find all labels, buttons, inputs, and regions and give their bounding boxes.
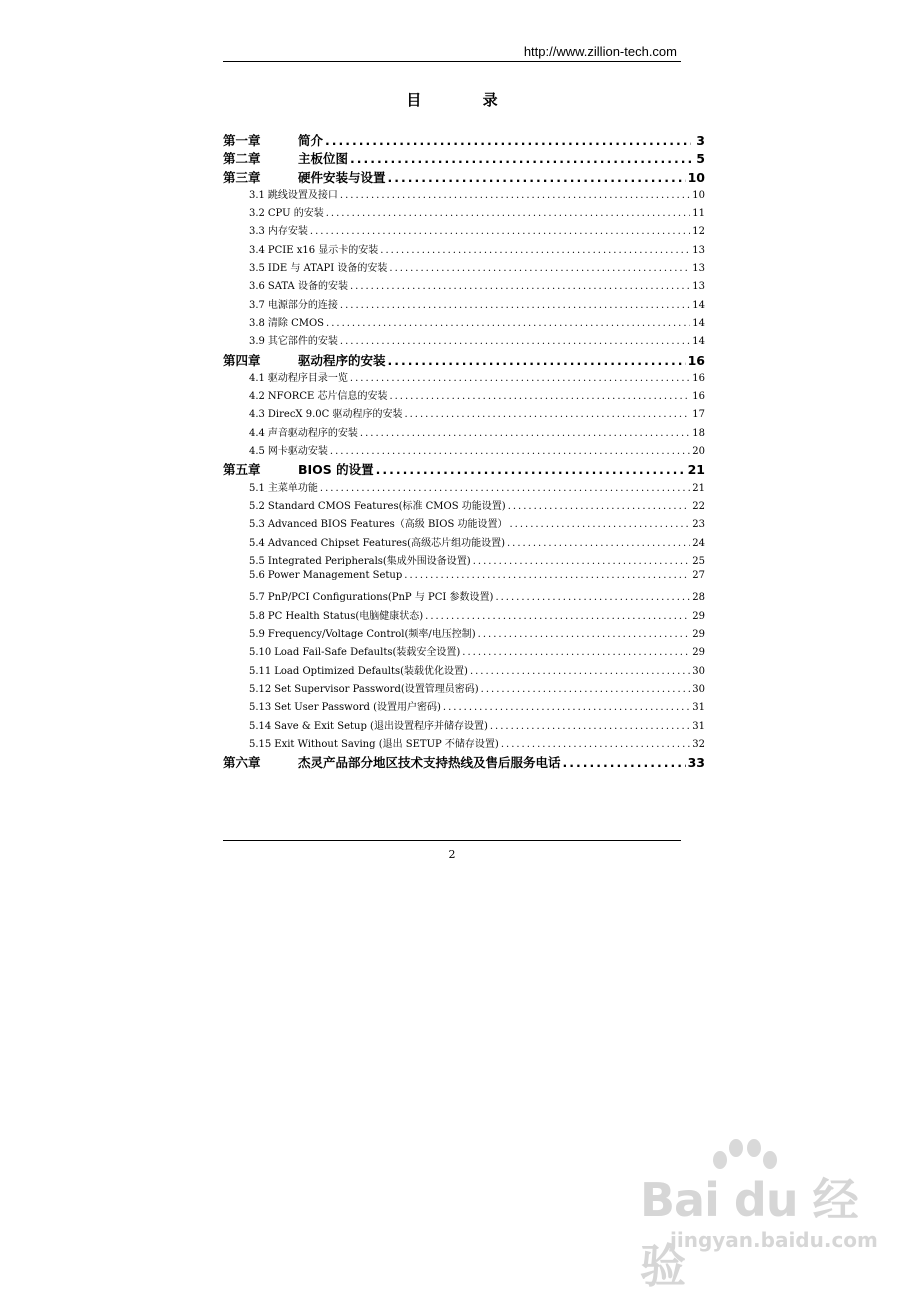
toc-section-row: [223, 259, 705, 277]
chapter-number: 第四章: [223, 352, 261, 368]
dot-leader: [478, 629, 691, 640]
chapter-number: 第二章: [223, 151, 261, 167]
section-page: 22: [692, 500, 705, 512]
dot-leader: [404, 409, 690, 420]
toc-section-row: [223, 717, 705, 735]
section-number: 4.1: [249, 372, 265, 384]
section-number: 5.15: [249, 738, 272, 750]
toc-section-row: [223, 607, 705, 625]
section-number: 3.1: [249, 189, 265, 201]
toc-section-row: [223, 497, 705, 515]
toc-chapter-row: [223, 149, 705, 167]
toc-section-row: [223, 479, 705, 497]
chapter-page: 16: [687, 352, 705, 368]
section-page: 12: [692, 226, 705, 238]
dot-leader: [326, 318, 690, 329]
dot-leader: [490, 721, 690, 732]
dot-leader: [495, 592, 690, 603]
section-number: 5.2: [249, 500, 265, 512]
header-rule: [223, 61, 681, 62]
section-title: DirecX 9.0C 驱动程序的安装: [267, 409, 403, 421]
dot-leader: [350, 281, 690, 292]
section-page: 21: [692, 482, 705, 494]
dot-leader: [376, 462, 686, 477]
section-page: 16: [692, 372, 705, 384]
chapter-number: 第三章: [223, 169, 261, 185]
toc-section-row: [223, 405, 705, 423]
chapter-title: 驱动程序的安装: [298, 352, 386, 368]
section-number: 5.5: [249, 555, 265, 567]
page-number: 2: [448, 848, 456, 861]
toc-section-row: [223, 332, 705, 350]
toc-section-row: [223, 698, 705, 716]
section-number: 3.9: [249, 336, 265, 348]
section-number: 5.10: [249, 647, 272, 659]
header-url: http://www.zillion-tech.com: [523, 44, 677, 59]
section-page: 18: [692, 427, 705, 439]
section-number: 5.3: [249, 519, 265, 531]
dot-leader: [320, 483, 690, 494]
toc-section-row: [223, 369, 705, 387]
toc-section-row: [223, 662, 705, 680]
toc-section-row: [223, 515, 705, 533]
section-title: 主菜单功能: [267, 482, 318, 494]
dot-leader: [509, 519, 690, 530]
section-page: 23: [692, 519, 705, 531]
chapter-page: 5: [696, 151, 705, 167]
section-page: 10: [692, 189, 705, 201]
chapter-page: 21: [687, 462, 705, 478]
section-title: Advanced BIOS Features（高级 BIOS 功能设置）: [267, 519, 508, 531]
section-number: 5.7: [249, 592, 265, 604]
dot-leader: [481, 684, 691, 695]
section-number: 5.8: [249, 610, 265, 622]
section-title: 电源部分的连接: [267, 299, 338, 311]
section-number: 4.5: [249, 446, 265, 458]
section-number: 4.3: [249, 409, 265, 421]
watermark-site: jingyan.baidu.com: [670, 1228, 878, 1252]
section-title: 内存安装: [267, 226, 308, 238]
section-title: 网卡驱动安装: [267, 446, 328, 458]
section-number: 3.6: [249, 281, 265, 293]
dot-leader: [340, 300, 690, 311]
section-number: 5.9: [249, 629, 265, 641]
section-page: 14: [692, 336, 705, 348]
toc-section-row: [223, 442, 705, 460]
toc-section-row: [223, 552, 705, 570]
section-title: Power Management Setup: [267, 570, 403, 582]
chapter-page: 10: [687, 169, 705, 185]
dot-leader: [501, 739, 690, 750]
section-page: 20: [692, 446, 705, 458]
section-page: 25: [692, 555, 705, 567]
section-number: 3.3: [249, 226, 265, 238]
section-title: Save & Exit Setup (退出设置程序并储存设置): [274, 720, 488, 732]
section-number: 3.4: [249, 244, 265, 256]
section-title: PC Health Status(电脑健康状态): [267, 610, 424, 622]
toc-chapter-row: [223, 753, 705, 771]
section-page: 16: [692, 391, 705, 403]
toc-section-row: [223, 570, 705, 588]
section-page: 17: [692, 409, 705, 421]
chapter-title: BIOS 的设置: [298, 462, 374, 478]
dot-leader: [470, 666, 690, 677]
dot-leader: [462, 647, 690, 658]
dot-leader: [388, 170, 686, 185]
toc-section-row: [223, 387, 705, 405]
dot-leader: [326, 208, 691, 219]
section-title: Set User Password (设置用户密码): [274, 702, 441, 714]
section-page: 31: [692, 702, 705, 714]
section-title: 跳线设置及接口: [267, 189, 338, 201]
toc-section-row: [223, 241, 705, 259]
section-title: 清除 CMOS: [267, 317, 325, 329]
toc-chapter-row: [223, 460, 705, 478]
dot-leader: [508, 501, 691, 512]
dot-leader: [388, 353, 686, 368]
chapter-number: 第六章: [223, 755, 261, 771]
toc-section-row: [223, 625, 705, 643]
dot-leader: [330, 446, 690, 457]
section-title: Load Fail-Safe Defaults(装载安全设置): [274, 647, 461, 659]
dot-leader: [389, 263, 690, 274]
chapter-title: 杰灵产品部分地区技术支持热线及售后服务电话: [298, 755, 561, 771]
section-title: NFORCE 芯片信息的安装: [267, 391, 388, 403]
toc-section-row: [223, 314, 705, 332]
section-page: 14: [692, 317, 705, 329]
dot-leader: [563, 755, 686, 770]
dot-leader: [360, 428, 690, 439]
dot-leader: [325, 133, 691, 148]
toc-section-row: [223, 643, 705, 661]
chapter-page: 33: [687, 755, 705, 771]
section-title: PCIE x16 显示卡的安装: [267, 244, 379, 256]
dot-leader: [404, 570, 690, 581]
baidu-jingyan-watermark: [640, 1138, 878, 1293]
page-title: 目 录: [406, 91, 526, 109]
section-title: Frequency/Voltage Control(频率/电压控制): [267, 629, 476, 641]
section-page: 24: [692, 537, 705, 549]
section-number: 3.8: [249, 317, 265, 329]
section-title: Exit Without Saving (退出 SETUP 不储存设置): [274, 738, 499, 750]
chapter-title: 主板位图: [298, 151, 349, 167]
dot-leader: [340, 190, 690, 201]
section-page: 29: [692, 629, 705, 641]
section-page: 27: [692, 570, 705, 582]
section-title: CPU 的安装: [267, 208, 324, 220]
toc-chapter-row: [223, 168, 705, 186]
section-number: 5.6: [249, 570, 265, 582]
section-title: SATA 设备的安装: [267, 281, 348, 293]
dot-leader: [473, 556, 691, 567]
chapter-title: 硬件安装与设置: [298, 169, 386, 185]
section-title: Standard CMOS Features(标准 CMOS 功能设置): [267, 500, 506, 512]
section-page: 31: [692, 720, 705, 732]
section-number: 3.7: [249, 299, 265, 311]
section-title: 声音驱动程序的安装: [267, 427, 358, 439]
dot-leader: [425, 611, 690, 622]
toc-section-row: [223, 186, 705, 204]
dot-leader: [507, 538, 690, 549]
dot-leader: [380, 245, 690, 256]
section-number: 4.2: [249, 391, 265, 403]
section-page: 13: [692, 244, 705, 256]
section-number: 5.14: [249, 720, 272, 732]
section-number: 5.12: [249, 683, 272, 695]
section-number: 3.5: [249, 263, 265, 275]
section-title: 其它部件的安装: [267, 336, 338, 348]
chapter-number: 第五章: [223, 462, 261, 478]
section-title: IDE 与 ATAPI 设备的安装: [267, 263, 388, 275]
toc-section-row: [223, 204, 705, 222]
section-page: 14: [692, 299, 705, 311]
section-page: 32: [692, 738, 705, 750]
watermark-brand: Bai du 经验: [640, 1173, 858, 1293]
dot-leader: [389, 391, 690, 402]
section-number: 3.2: [249, 208, 265, 220]
section-page: 13: [692, 263, 705, 275]
dot-leader: [310, 226, 690, 237]
section-page: 11: [692, 208, 705, 220]
section-title: Load Optimized Defaults(装载优化设置): [274, 665, 468, 677]
dot-leader: [350, 373, 690, 384]
section-page: 30: [692, 683, 705, 695]
section-number: 5.11: [249, 665, 272, 677]
section-page: 30: [692, 665, 705, 677]
chapter-title: 简介: [298, 133, 324, 148]
toc-section-row: [223, 588, 705, 606]
chapter-page: 3: [696, 133, 705, 148]
toc-section-row: [223, 222, 705, 240]
section-page: 29: [692, 610, 705, 622]
toc-section-row: [223, 296, 705, 314]
toc-chapter-row: [223, 131, 705, 149]
section-page: 13: [692, 281, 705, 293]
table-of-contents: [223, 131, 705, 771]
section-page: 28: [692, 592, 705, 604]
section-title: PnP/PCI Configurations(PnP 与 PCI 参数设置): [267, 592, 494, 604]
toc-section-row: [223, 277, 705, 295]
toc-chapter-row: [223, 351, 705, 369]
toc-section-row: [223, 424, 705, 442]
section-page: 29: [692, 647, 705, 659]
dot-leader: [340, 336, 690, 347]
chapter-number: 第一章: [223, 133, 261, 148]
dot-leader: [350, 151, 691, 166]
section-number: 5.4: [249, 537, 265, 549]
section-number: 5.13: [249, 702, 272, 714]
section-title: 驱动程序目录一览: [267, 372, 348, 384]
section-title: Advanced Chipset Features(高级芯片组功能设置): [267, 537, 505, 549]
dot-leader: [443, 702, 690, 713]
toc-section-row: [223, 735, 705, 753]
section-number: 4.4: [249, 427, 265, 439]
footer-rule: [223, 840, 681, 841]
section-title: Set Supervisor Password(设置管理员密码): [274, 683, 479, 695]
section-title: Integrated Peripherals(集成外围设备设置): [267, 555, 471, 567]
section-number: 5.1: [249, 482, 265, 494]
toc-section-row: [223, 534, 705, 552]
toc-section-row: [223, 680, 705, 698]
